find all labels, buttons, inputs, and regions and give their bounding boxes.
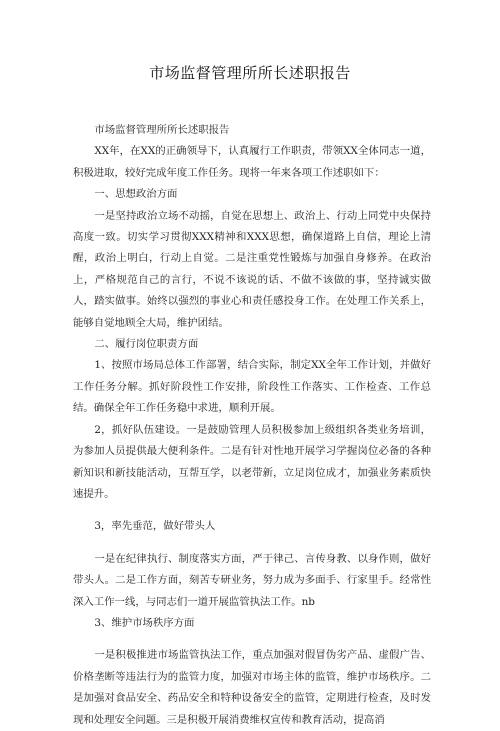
paragraph: 市场监督管理所所长述职报告	[94, 124, 230, 136]
paragraph: 一是在纪律执行、制度落实方面，严于律己、言传身教、以身作则，做好带头人。二是工作方面，刻苦专研业务，努力成为多面手、行家里手。经常性深入工作一线，与同志们一道开展监管执法工作。nb	[73, 552, 431, 608]
document-title: 市场监督管理所所长述职报告	[149, 64, 351, 82]
section-heading: 3、维护市场秩序方面	[94, 616, 195, 629]
subsection-heading: 3，率先垂范，做好带头人	[94, 520, 216, 533]
paragraph: 1、按照市场局总体工作部署，结合实际，制定XX全年工作计划，并做好工作任务分解。抓好阶段性工作安排，阶段性工作落实、工作检查、工作总结。确保全年工作任务稳中求进，顺利开展。	[73, 359, 431, 415]
document-body	[73, 120, 431, 731]
section-heading: 一、思想政治方面	[94, 188, 178, 201]
paragraph: 2，抓好队伍建设。一是鼓励管理人员积极参加上级组织各类业务培训，为参加人员提供最大便利条件。二是有针对性地开展学习学握岗位必备的各种新知识和新技能活动，互帮互学，以老带新，立足岗位成才，加强业务素质快速提升。	[73, 423, 431, 500]
section-heading: 二、履行岗位职责方面	[94, 338, 199, 351]
paragraph: 一是积极推进市场监管执法工作，重点加强对假冒伪劣产品、虚假广告、价格垄断等违法行为的监管力度，加强对市场主体的监管，维护市场秩序。二是加强对食品安全、药品安全和特种设备安全的监管，定期进行检查，及时发现和处理安全问题。三是积极开展消费维权宣传和教育活动，提高消	[73, 649, 431, 726]
paragraph: 一是坚持政治立场不动摇，自觉在思想上、政治上、行动上同党中央保持高度一致。切实学习贯彻XXX精神和XXX思想，确保道路上自信，理论上清醒，政治上明白，行动上自觉。二是注重党性锻炼与加强自身修养。在政治上，严格规范自己的言行，不说不该说的话、不做不该做的事，坚持诚实做人，踏实做事。始终以强烈的事业心和责任感投身工作。在处理工作关系上，能够自觉地顾全大局，维护团结。	[73, 209, 431, 329]
paragraph: XX年，在XX的正确领导下，认真履行工作职责，带领XX全体同志一道，积极进取，较好完成年度工作任务。现将一年来各项工作述职如下：	[73, 145, 431, 179]
